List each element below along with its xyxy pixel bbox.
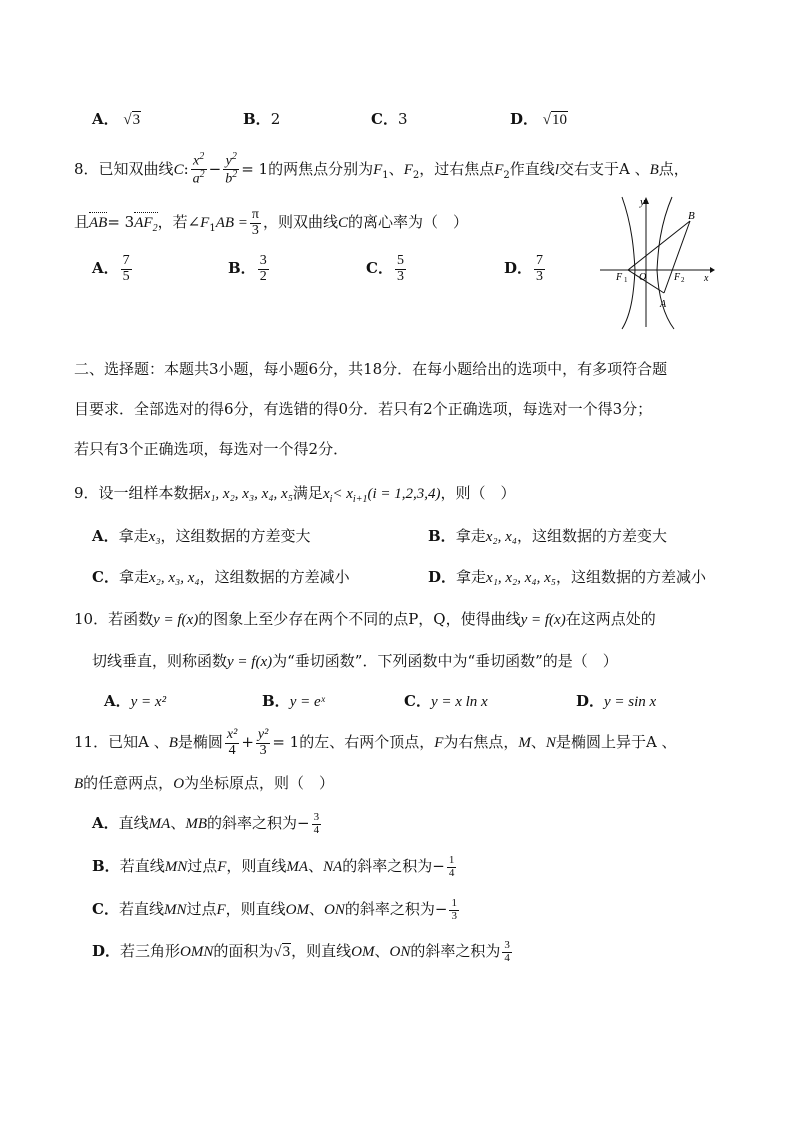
fraction [447, 855, 457, 879]
label-y: y [640, 196, 645, 208]
option-value: 2 [270, 110, 281, 128]
text: 为“垂切函数”．下列函数中为“垂切函数”的是（ ） [272, 652, 618, 670]
var: ON [389, 944, 411, 961]
text: 已知双曲线 [98, 159, 174, 178]
label-f1: F [616, 272, 623, 283]
fraction [258, 254, 269, 284]
q9-option-d [428, 566, 706, 587]
text: 、 [530, 733, 546, 752]
numerator: $x^2$ [191, 152, 207, 170]
math: y = eˣ [289, 694, 325, 710]
var: OM [285, 902, 309, 919]
denominator: 3 [259, 742, 267, 758]
q10-stem-line2 [92, 650, 618, 671]
math: x₃ [148, 529, 161, 545]
q9-option-b [428, 525, 667, 546]
math: y = x ln x [430, 694, 488, 710]
q8-stem-line1: 8．已知双曲线C: $\frac{x^2}{a^2}$ − $\frac{y^2}{b^2}$ = 1的两焦点分别为$F_1$、$F_2$，过右焦点$F_2$作直线l交右支于A 、B点， [74, 151, 689, 187]
var: x [193, 153, 200, 169]
text: 过点 [187, 857, 218, 876]
denominator: 3 [396, 268, 404, 284]
math: y = f(x) [520, 612, 566, 628]
text: = 1 [241, 159, 269, 178]
option-label: B． [428, 527, 456, 545]
denominator: 5 [122, 268, 130, 284]
text: 若直线 [119, 857, 165, 876]
fraction [534, 254, 545, 284]
math: x [322, 486, 330, 502]
text: 拿走 [455, 527, 486, 545]
section2-line2 [74, 398, 652, 419]
var: F [216, 902, 226, 919]
option-label: C． [366, 259, 393, 278]
text: 、 [374, 942, 390, 961]
text: 为右焦点， [443, 733, 519, 752]
text: ，则直线 [291, 942, 352, 961]
denominator: 3 [536, 268, 544, 284]
text: 的斜率之积为− [342, 857, 445, 876]
text: 满足 [292, 484, 323, 502]
option-label: A． [92, 527, 119, 545]
var: F [434, 735, 444, 752]
q8-option-c [366, 254, 408, 284]
var: y [225, 153, 232, 169]
var: OM [351, 944, 375, 961]
text: 的斜率之积为− [207, 814, 310, 833]
radicand: 3 [282, 944, 291, 961]
numerator: 1 [451, 897, 457, 909]
numerator: 7 [122, 253, 130, 268]
var: N [545, 735, 556, 752]
numerator: $y^2$ [223, 152, 239, 170]
fraction [395, 254, 406, 284]
text: ，这组数据的方差变大 [516, 527, 667, 545]
math: < x [332, 486, 353, 502]
var: B [74, 776, 84, 792]
text: 拿走 [456, 568, 487, 586]
text: 的斜率之积为 [410, 942, 501, 961]
q11-option-b [92, 855, 458, 879]
section2-line3 [74, 438, 348, 459]
denominator: 3 [251, 222, 259, 238]
math: (i = 1,2,3,4) [367, 486, 441, 502]
var: l [554, 161, 559, 178]
text: 、 [309, 900, 325, 919]
section2-line1 [74, 358, 667, 379]
hyperbola-figure [598, 195, 716, 331]
fraction [449, 898, 459, 922]
math: x₁, x₂, x₄, x₅ [486, 570, 557, 586]
text: 的面积为 [213, 942, 274, 961]
var: F [217, 859, 227, 876]
denominator: 4 [313, 823, 320, 836]
var: a [192, 172, 200, 187]
math: y = sin x [604, 694, 657, 710]
numerator: 7 [536, 253, 544, 268]
label-f2-sub: 2 [681, 276, 685, 284]
math: x₁, x₂, x₃, x₄, x₅ [203, 486, 293, 502]
text: 且 [74, 213, 90, 232]
label-x: x [704, 273, 709, 284]
option-label: C． [92, 900, 119, 919]
denominator: $b^2$ [225, 169, 238, 187]
var: B [649, 161, 659, 178]
option-label: B． [228, 259, 256, 278]
fraction [223, 152, 239, 188]
text: 10．若函数 [74, 610, 154, 628]
fraction [191, 152, 207, 188]
text: 的离心率为（ ） [348, 213, 469, 232]
q10-stem-line1 [74, 608, 656, 629]
text: 切线垂直，则称函数 [92, 652, 228, 670]
denominator: 3 [451, 909, 457, 922]
option-label: B． [92, 857, 120, 876]
text: ，这组数据的方差减小 [556, 568, 707, 586]
numerator: 5 [396, 253, 404, 268]
numerator: 3 [504, 939, 510, 951]
var: MB [185, 816, 208, 833]
radicand: 10 [552, 112, 568, 128]
fraction [256, 728, 270, 758]
text: ，若∠ [157, 213, 201, 232]
var: ON [324, 902, 345, 919]
var: MA [148, 816, 171, 833]
radicand: 3 [132, 112, 141, 128]
var: F [403, 161, 413, 178]
text: 11．已知A 、 [74, 733, 169, 752]
q11-option-a [92, 812, 323, 836]
math: y = x² [130, 694, 167, 710]
text: ，则（ ） [440, 484, 516, 502]
vector: $AF_2$ [134, 215, 158, 235]
text: 的斜率之积为− [344, 900, 448, 919]
text: = 1 [272, 733, 300, 752]
text: 目要求．全部选对的得6分，有选错的得0分．若只有2个正确选项，每选对一个得3分； [74, 400, 653, 418]
q10-option-d [576, 690, 656, 711]
fraction [121, 254, 132, 284]
text: : [183, 159, 189, 178]
label-b: B [688, 210, 695, 222]
numerator: 1 [448, 854, 455, 866]
hyperbola-left-branch [622, 197, 635, 329]
q10-option-b [262, 690, 325, 711]
fraction [225, 728, 239, 758]
math: y = f(x) [227, 654, 273, 670]
text: 、 [308, 857, 324, 876]
label-f1-sub: 1 [624, 276, 628, 284]
text: 的两焦点分别为 [268, 159, 374, 178]
var: AB = [215, 215, 248, 232]
text: 作直线 [509, 159, 555, 178]
vector: AB [89, 215, 108, 232]
var: F [373, 161, 383, 178]
var: O [173, 776, 185, 792]
label-a: A [660, 299, 667, 310]
text: 直线 [118, 814, 149, 833]
text: 的任意两点， [83, 774, 174, 792]
text: 交右支于A 、 [558, 159, 650, 178]
var: b [225, 172, 233, 187]
q10-option-c [404, 690, 488, 711]
q11-stem-line1 [74, 728, 677, 758]
var: B [168, 735, 178, 752]
q11-option-c [92, 898, 461, 922]
option-label: D． [428, 568, 457, 586]
text: ，这组数据的方差变大 [160, 527, 311, 545]
text: 若只有3个正确选项，每选对一个得2分． [74, 440, 349, 458]
math: x₂, x₄ [485, 529, 517, 545]
var: MN [164, 859, 188, 876]
var: OMN [180, 944, 214, 961]
text: 点， [658, 159, 689, 178]
q11-stem-line2 [74, 772, 334, 793]
text: ，过右焦点 [419, 159, 495, 178]
option-label: A． [92, 814, 119, 833]
math: y = f(x) [153, 612, 199, 628]
sqrt-expression: √3 [273, 944, 291, 961]
numerator: y² [257, 727, 269, 742]
var: F [200, 215, 210, 232]
option-label: B． [262, 692, 290, 710]
option-label: C． [404, 692, 431, 710]
text: 若三角形 [120, 942, 181, 961]
var: F [494, 161, 504, 178]
var: C [173, 161, 184, 178]
option-label: A． [92, 110, 119, 128]
sqrt-expression: √10 [542, 112, 568, 128]
var: M [518, 735, 531, 752]
text: ，则直线 [225, 900, 286, 919]
denominator: $a^2$ [192, 169, 205, 187]
text: 若直线 [118, 900, 164, 919]
fraction [250, 208, 261, 238]
denominator: 4 [504, 951, 510, 964]
text: 、 [388, 159, 404, 178]
q8-option-b [228, 254, 271, 284]
q7-option-a [92, 108, 141, 129]
q7-option-d [510, 108, 568, 129]
q8-option-a [92, 254, 134, 284]
question-number: 8． [74, 159, 99, 178]
q8-stem-line2: 且$AB= 3AF_2$，若$\angle F_1AB$ = $\frac{\pi}{3}$ ，则双曲线C的离心率为（ ） [74, 207, 469, 238]
text: 在这两点处的 [565, 610, 656, 628]
option-label: D． [576, 692, 605, 710]
q7-option-c [371, 108, 408, 129]
text: 拿走 [118, 527, 149, 545]
numerator: 3 [259, 253, 267, 268]
text: 过点 [186, 900, 217, 919]
text: 9．设一组样本数据 [74, 484, 204, 502]
q8-option-d [504, 254, 547, 284]
q9-stem: 9．设一组样本数据x₁, x₂, x₃, x₄, x₅满足$x_i< x_{i+1}(i = 1,2,3,4)$，则（ ） [74, 484, 516, 505]
var: AF [134, 215, 153, 232]
x-axis-arrow [710, 267, 715, 273]
text: 是椭圆上异于A 、 [555, 733, 677, 752]
var: MA [286, 859, 309, 876]
sqrt-expression: √3 [123, 112, 141, 128]
denominator: 4 [448, 866, 455, 879]
option-label: A． [104, 692, 131, 710]
text: 的图象上至少存在两个不同的点P，Q，使得曲线 [198, 610, 521, 628]
option-label: C． [92, 568, 119, 586]
text: 拿走 [118, 568, 149, 586]
numerator: x² [226, 727, 238, 742]
text: = 3 [107, 213, 135, 232]
var: MN [163, 902, 187, 919]
numerator: π [251, 207, 259, 222]
text: ，这组数据的方差减小 [199, 568, 350, 586]
text: − [208, 159, 222, 178]
text: + [241, 733, 254, 752]
var: C [337, 215, 348, 232]
text: 的左、右两个顶点， [299, 733, 435, 752]
option-label: D． [504, 259, 533, 278]
option-value: 3 [397, 110, 408, 128]
option-label: C． [371, 110, 398, 128]
label-o: O [639, 272, 647, 283]
text: ，则直线 [226, 857, 287, 876]
text: 是椭圆 [177, 733, 223, 752]
fraction [312, 812, 322, 836]
q9-option-a [92, 525, 311, 546]
label-f2: F [674, 272, 681, 283]
math: x₂, x₃, x₄ [148, 570, 200, 586]
option-label: B． [243, 110, 271, 128]
q10-option-a [104, 690, 166, 711]
numerator: 3 [313, 811, 320, 823]
q7-option-b [243, 108, 280, 129]
denominator: 2 [259, 268, 267, 284]
option-label: D． [92, 942, 121, 961]
denominator: 4 [228, 742, 236, 758]
option-label: A． [92, 259, 119, 278]
q9-option-c [92, 566, 350, 587]
text: 、 [170, 814, 186, 833]
fraction [502, 940, 512, 964]
option-label: D． [510, 110, 539, 128]
text: ，则双曲线 [262, 213, 338, 232]
text: 二、选择题：本题共3小题，每小题6分，共18分．在每小题给出的选项中，有多项符合题 [74, 360, 668, 378]
var: NA [323, 859, 343, 876]
q11-option-d [92, 940, 514, 964]
text: 为坐标原点，则（ ） [184, 774, 335, 792]
